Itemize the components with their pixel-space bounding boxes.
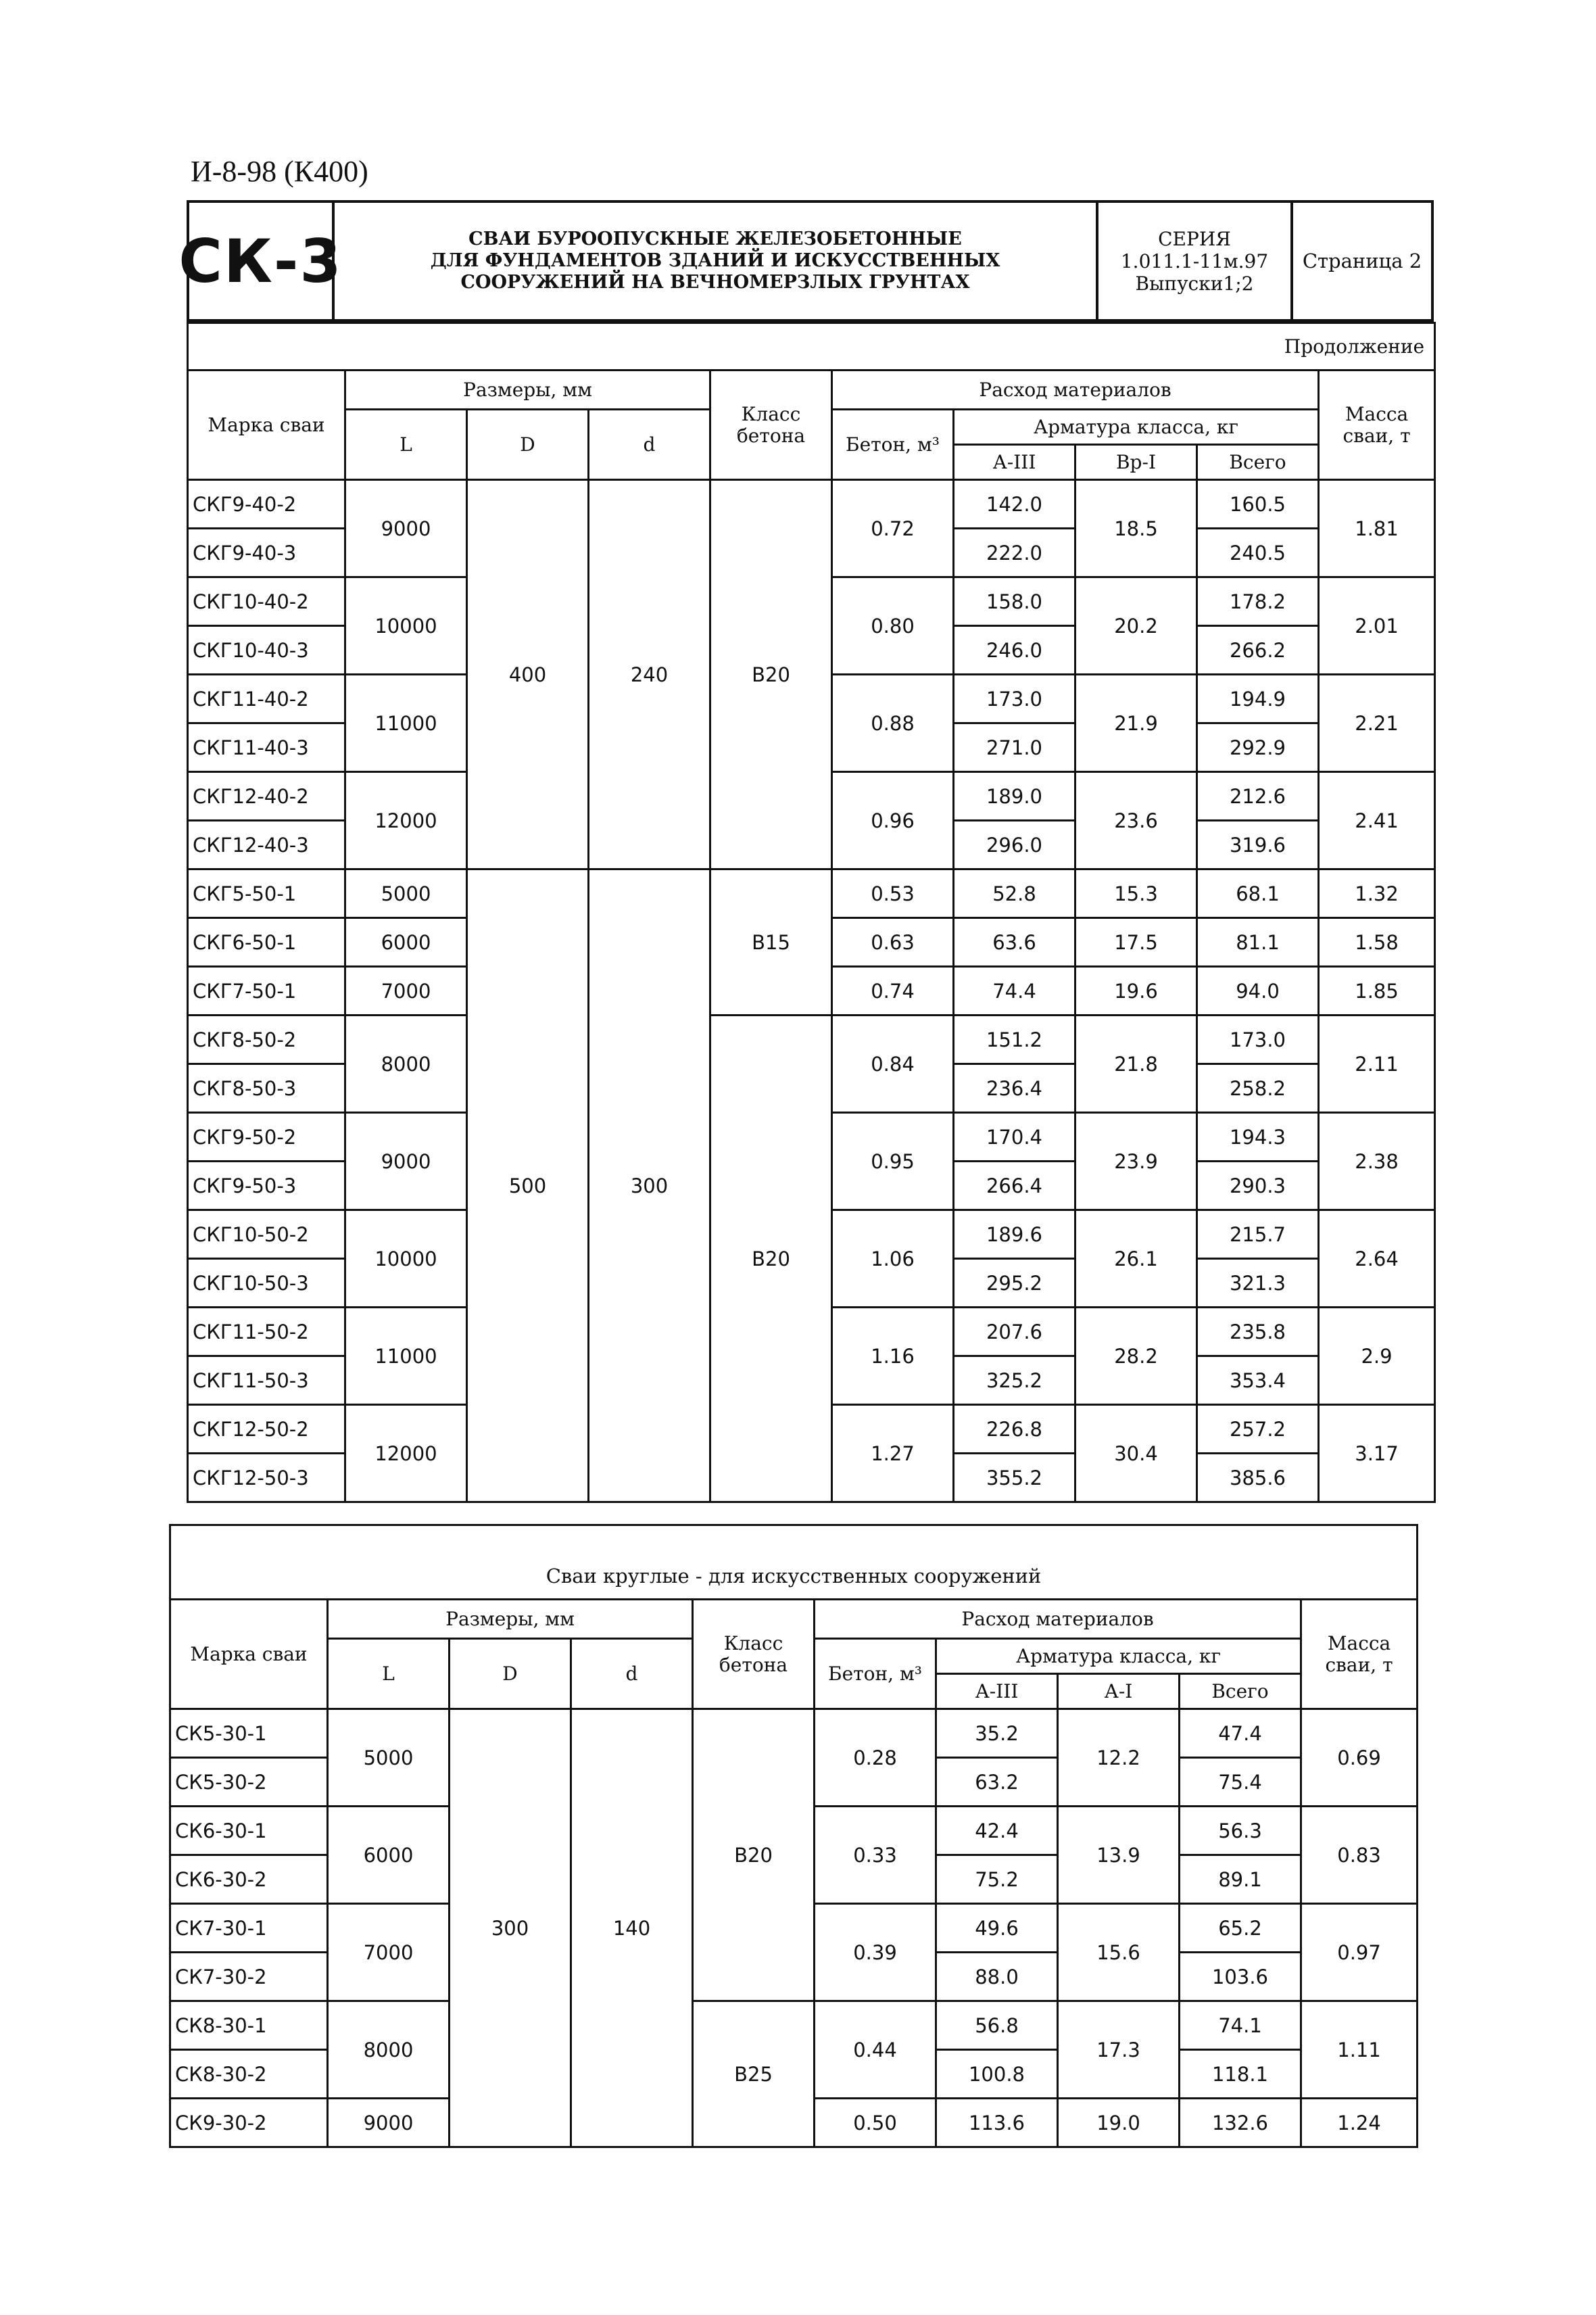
rebar-a3-cell: 151.2 bbox=[954, 1016, 1075, 1064]
table-row bbox=[170, 1709, 1418, 1758]
rebar-bp1-cell: 26.1 bbox=[1075, 1210, 1197, 1308]
length-cell: 9000 bbox=[328, 2099, 450, 2147]
concrete-volume-cell: 0.96 bbox=[832, 772, 954, 869]
pile-mark: СКГ12-50-2 bbox=[188, 1405, 345, 1454]
col-header-a1: А-I bbox=[1058, 1674, 1180, 1709]
rebar-bp1-cell: 17.5 bbox=[1075, 918, 1197, 967]
concrete-volume-cell: 0.39 bbox=[815, 1904, 936, 2001]
rebar-total-cell: 47.4 bbox=[1180, 1709, 1301, 1758]
rebar-total-cell: 321.3 bbox=[1197, 1259, 1319, 1308]
concrete-class-cell: B25 bbox=[693, 2001, 815, 2147]
rebar-total-cell: 56.3 bbox=[1180, 1807, 1301, 1855]
rebar-a3-cell: 35.2 bbox=[936, 1709, 1058, 1758]
length-cell: 11000 bbox=[345, 1308, 467, 1405]
rebar-a3-cell: 325.2 bbox=[954, 1356, 1075, 1405]
col-header-rebar: Арматура класса, кг bbox=[936, 1639, 1301, 1674]
col-header-materials: Расход материалов bbox=[832, 371, 1319, 410]
col-header-d: d bbox=[571, 1639, 693, 1709]
rebar-total-cell: 257.2 bbox=[1197, 1405, 1319, 1454]
pile-mass-cell: 2.01 bbox=[1319, 577, 1435, 675]
pile-mark: СКГ12-40-3 bbox=[188, 821, 345, 869]
col-header-total: Всего bbox=[1197, 445, 1319, 480]
table-row bbox=[188, 1016, 1435, 1064]
pile-mass-cell: 2.11 bbox=[1319, 1016, 1435, 1113]
col-header-L: L bbox=[345, 410, 467, 480]
concrete-volume-cell: 0.33 bbox=[815, 1807, 936, 1904]
rebar-a3-cell: 52.8 bbox=[954, 869, 1075, 918]
pile-mark: СКГ5-50-1 bbox=[188, 869, 345, 918]
rebar-a3-cell: 222.0 bbox=[954, 529, 1075, 577]
length-cell: 6000 bbox=[345, 918, 467, 967]
rebar-a3-cell: 189.0 bbox=[954, 772, 1075, 821]
rebar-total-cell: 75.4 bbox=[1180, 1758, 1301, 1807]
rebar-bp1-cell: 18.5 bbox=[1075, 480, 1197, 577]
pile-mark: СКГ6-50-1 bbox=[188, 918, 345, 967]
concrete-class-cell: B15 bbox=[710, 869, 832, 1016]
col-header-concrete: Бетон, м³ bbox=[815, 1639, 936, 1709]
pile-mark: СК9-30-2 bbox=[170, 2099, 328, 2147]
rebar-bp1-cell: 23.9 bbox=[1075, 1113, 1197, 1210]
pile-mass-cell: 2.41 bbox=[1319, 772, 1435, 869]
rebar-bp1-cell: 15.3 bbox=[1075, 869, 1197, 918]
rebar-a3-cell: 189.6 bbox=[954, 1210, 1075, 1259]
length-cell: 12000 bbox=[345, 772, 467, 869]
rebar-a3-cell: 74.4 bbox=[954, 967, 1075, 1016]
col-header-a3: А-III bbox=[954, 445, 1075, 480]
rebar-total-cell: 292.9 bbox=[1197, 723, 1319, 772]
pile-mark: СКГ12-50-3 bbox=[188, 1454, 345, 1502]
length-cell: 5000 bbox=[345, 869, 467, 918]
rebar-a3-cell: 158.0 bbox=[954, 577, 1075, 626]
pile-mark: СКГ10-40-3 bbox=[188, 626, 345, 675]
title-block bbox=[178, 200, 1434, 322]
pile-mark: СК5-30-2 bbox=[170, 1758, 328, 1807]
concrete-volume-cell: 0.63 bbox=[832, 918, 954, 967]
rebar-a3-cell: 49.6 bbox=[936, 1904, 1058, 1953]
concrete-volume-cell: 0.44 bbox=[815, 2001, 936, 2099]
rebar-a3-cell: 295.2 bbox=[954, 1259, 1075, 1308]
col-header-L: L bbox=[328, 1639, 450, 1709]
pile-mark: СКГ10-40-2 bbox=[188, 577, 345, 626]
pile-mark: СКГ8-50-2 bbox=[188, 1016, 345, 1064]
length-cell: 12000 bbox=[345, 1405, 467, 1502]
concrete-class-cell: B20 bbox=[710, 480, 832, 869]
rebar-a3-cell: 63.6 bbox=[954, 918, 1075, 967]
continuation-label: Продолжение bbox=[188, 323, 1435, 371]
col-header-mark: Марка сваи bbox=[188, 371, 345, 480]
col-header-concrete: Бетон, м³ bbox=[832, 410, 954, 480]
series-line: Выпуски1;2 bbox=[1135, 272, 1254, 295]
rebar-total-cell: 178.2 bbox=[1197, 577, 1319, 626]
rebar-bp1-cell: 19.6 bbox=[1075, 967, 1197, 1016]
length-cell: 8000 bbox=[345, 1016, 467, 1113]
pile-mark: СКГ9-50-3 bbox=[188, 1162, 345, 1210]
rebar-a3-cell: 226.8 bbox=[954, 1405, 1075, 1454]
rebar-a3-cell: 113.6 bbox=[936, 2099, 1058, 2147]
rebar-bp1-cell: 20.2 bbox=[1075, 577, 1197, 675]
table-row bbox=[188, 480, 1435, 529]
concrete-volume-cell: 1.06 bbox=[832, 1210, 954, 1308]
pile-mark: СКГ11-50-2 bbox=[188, 1308, 345, 1356]
rebar-total-cell: 65.2 bbox=[1180, 1904, 1301, 1953]
table-row bbox=[188, 869, 1435, 918]
pile-mark: СК6-30-1 bbox=[170, 1807, 328, 1855]
col-header-D: D bbox=[450, 1639, 571, 1709]
col-header-class: Класс бетона bbox=[710, 371, 832, 480]
col-header-sizes: Размеры, мм bbox=[345, 371, 710, 410]
outer-diameter-cell: 500 bbox=[467, 869, 589, 1502]
concrete-volume-cell: 0.74 bbox=[832, 967, 954, 1016]
col-header-mass: Масса сваи, т bbox=[1301, 1600, 1418, 1709]
pile-table-round bbox=[169, 1524, 1418, 2148]
title-line: СВАИ БУРООПУСКНЫЕ ЖЕЛЕЗОБЕТОННЫЕ bbox=[468, 229, 962, 249]
pile-mass-cell: 0.97 bbox=[1301, 1904, 1418, 2001]
pile-mark: СКГ11-50-3 bbox=[188, 1356, 345, 1405]
rebar-a3-cell: 88.0 bbox=[936, 1953, 1058, 2001]
pile-mass-cell: 0.83 bbox=[1301, 1807, 1418, 1904]
concrete-volume-cell: 0.88 bbox=[832, 675, 954, 772]
concrete-volume-cell: 0.80 bbox=[832, 577, 954, 675]
concrete-volume-cell: 0.72 bbox=[832, 480, 954, 577]
rebar-total-cell: 353.4 bbox=[1197, 1356, 1319, 1405]
length-cell: 10000 bbox=[345, 577, 467, 675]
rebar-total-cell: 118.1 bbox=[1180, 2050, 1301, 2099]
rebar-bp1-cell: 28.2 bbox=[1075, 1308, 1197, 1405]
rebar-total-cell: 290.3 bbox=[1197, 1162, 1319, 1210]
rebar-total-cell: 94.0 bbox=[1197, 967, 1319, 1016]
concrete-volume-cell: 0.53 bbox=[832, 869, 954, 918]
length-cell: 11000 bbox=[345, 675, 467, 772]
rebar-total-cell: 160.5 bbox=[1197, 480, 1319, 529]
rebar-a1-cell: 15.6 bbox=[1058, 1904, 1180, 2001]
col-header-D: D bbox=[467, 410, 589, 480]
pile-mass-cell: 2.64 bbox=[1319, 1210, 1435, 1308]
pile-mark: СК8-30-1 bbox=[170, 2001, 328, 2050]
series-info bbox=[1098, 203, 1293, 319]
rebar-total-cell: 235.8 bbox=[1197, 1308, 1319, 1356]
length-cell: 8000 bbox=[328, 2001, 450, 2099]
length-cell: 5000 bbox=[328, 1709, 450, 1807]
rebar-bp1-cell: 21.8 bbox=[1075, 1016, 1197, 1113]
length-cell: 6000 bbox=[328, 1807, 450, 1904]
concrete-volume-cell: 0.84 bbox=[832, 1016, 954, 1113]
pile-mass-cell: 1.85 bbox=[1319, 967, 1435, 1016]
col-header-total: Всего bbox=[1180, 1674, 1301, 1709]
pile-mark: СК7-30-1 bbox=[170, 1904, 328, 1953]
pile-mass-cell: 1.58 bbox=[1319, 918, 1435, 967]
length-cell: 9000 bbox=[345, 480, 467, 577]
rebar-total-cell: 258.2 bbox=[1197, 1064, 1319, 1113]
inner-diameter-cell: 240 bbox=[589, 480, 710, 869]
sheet-brand: СК-3 bbox=[189, 203, 335, 319]
rebar-total-cell: 385.6 bbox=[1197, 1454, 1319, 1502]
rebar-a3-cell: 271.0 bbox=[954, 723, 1075, 772]
rebar-a1-cell: 12.2 bbox=[1058, 1709, 1180, 1807]
pile-mass-cell: 0.69 bbox=[1301, 1709, 1418, 1807]
rebar-a3-cell: 266.4 bbox=[954, 1162, 1075, 1210]
rebar-total-cell: 68.1 bbox=[1197, 869, 1319, 918]
concrete-volume-cell: 1.27 bbox=[832, 1405, 954, 1502]
pile-mark: СКГ11-40-3 bbox=[188, 723, 345, 772]
outer-diameter-cell: 400 bbox=[467, 480, 589, 869]
series-line: 1.011.1-11м.97 bbox=[1120, 249, 1269, 272]
rebar-a3-cell: 100.8 bbox=[936, 2050, 1058, 2099]
pile-mass-cell: 1.24 bbox=[1301, 2099, 1418, 2147]
rebar-total-cell: 89.1 bbox=[1180, 1855, 1301, 1904]
round-piles-caption: Сваи круглые - для искусственных сооружений bbox=[170, 1525, 1418, 1600]
concrete-class-cell: B20 bbox=[693, 1709, 815, 2001]
concrete-volume-cell: 0.95 bbox=[832, 1113, 954, 1210]
rebar-a3-cell: 170.4 bbox=[954, 1113, 1075, 1162]
rebar-total-cell: 212.6 bbox=[1197, 772, 1319, 821]
col-header-sizes: Размеры, мм bbox=[328, 1600, 693, 1639]
col-header-class: Класс бетона bbox=[693, 1600, 815, 1709]
outer-diameter-cell: 300 bbox=[450, 1709, 571, 2147]
rebar-total-cell: 240.5 bbox=[1197, 529, 1319, 577]
title-line: ДЛЯ ФУНДАМЕНТОВ ЗДАНИЙ И ИСКУССТВЕННЫХ bbox=[430, 250, 1000, 271]
rebar-a3-cell: 236.4 bbox=[954, 1064, 1075, 1113]
pile-mark: СК7-30-2 bbox=[170, 1953, 328, 2001]
rebar-total-cell: 266.2 bbox=[1197, 626, 1319, 675]
col-header-mark: Марка сваи bbox=[170, 1600, 328, 1709]
concrete-volume-cell: 0.28 bbox=[815, 1709, 936, 1807]
pile-mass-cell: 2.9 bbox=[1319, 1308, 1435, 1405]
pile-mass-cell: 1.81 bbox=[1319, 480, 1435, 577]
rebar-total-cell: 103.6 bbox=[1180, 1953, 1301, 2001]
col-header-mass: Масса сваи, т bbox=[1319, 371, 1435, 480]
rebar-bp1-cell: 30.4 bbox=[1075, 1405, 1197, 1502]
pile-mark: СКГ12-40-2 bbox=[188, 772, 345, 821]
rebar-total-cell: 194.9 bbox=[1197, 675, 1319, 723]
concrete-volume-cell: 1.16 bbox=[832, 1308, 954, 1405]
rebar-a3-cell: 142.0 bbox=[954, 480, 1075, 529]
pile-table-square bbox=[187, 322, 1436, 1503]
rebar-total-cell: 215.7 bbox=[1197, 1210, 1319, 1259]
concrete-class-cell: B20 bbox=[710, 1016, 832, 1502]
pile-mark: СКГ9-40-2 bbox=[188, 480, 345, 529]
pile-mass-cell: 1.11 bbox=[1301, 2001, 1418, 2099]
pile-mark: СКГ11-40-2 bbox=[188, 675, 345, 723]
rebar-bp1-cell: 21.9 bbox=[1075, 675, 1197, 772]
series-line: СЕРИЯ bbox=[1158, 227, 1231, 250]
page-number: Страница 2 bbox=[1302, 249, 1422, 272]
pile-mark: СКГ10-50-3 bbox=[188, 1259, 345, 1308]
pile-mark: СКГ8-50-3 bbox=[188, 1064, 345, 1113]
rebar-total-cell: 173.0 bbox=[1197, 1016, 1319, 1064]
pile-mass-cell: 3.17 bbox=[1319, 1405, 1435, 1502]
pile-mass-cell: 1.32 bbox=[1319, 869, 1435, 918]
pile-mark: СКГ7-50-1 bbox=[188, 967, 345, 1016]
rebar-a3-cell: 75.2 bbox=[936, 1855, 1058, 1904]
col-header-bp1: Bp-I bbox=[1075, 445, 1197, 480]
length-cell: 7000 bbox=[345, 967, 467, 1016]
rebar-total-cell: 81.1 bbox=[1197, 918, 1319, 967]
inner-diameter-cell: 300 bbox=[589, 869, 710, 1502]
rebar-a3-cell: 207.6 bbox=[954, 1308, 1075, 1356]
rebar-a3-cell: 173.0 bbox=[954, 675, 1075, 723]
rebar-a3-cell: 42.4 bbox=[936, 1807, 1058, 1855]
rebar-total-cell: 74.1 bbox=[1180, 2001, 1301, 2050]
rebar-a3-cell: 63.2 bbox=[936, 1758, 1058, 1807]
rebar-a1-cell: 19.0 bbox=[1058, 2099, 1180, 2147]
rebar-a3-cell: 56.8 bbox=[936, 2001, 1058, 2050]
pile-mark: СК6-30-2 bbox=[170, 1855, 328, 1904]
rebar-a3-cell: 296.0 bbox=[954, 821, 1075, 869]
rebar-a1-cell: 17.3 bbox=[1058, 2001, 1180, 2099]
col-header-a3: А-III bbox=[936, 1674, 1058, 1709]
rebar-total-cell: 194.3 bbox=[1197, 1113, 1319, 1162]
document-code: И-8-98 (К400) bbox=[191, 155, 368, 188]
pile-mass-cell: 2.21 bbox=[1319, 675, 1435, 772]
rebar-total-cell: 319.6 bbox=[1197, 821, 1319, 869]
inner-diameter-cell: 140 bbox=[571, 1709, 693, 2147]
pile-mark: СК5-30-1 bbox=[170, 1709, 328, 1758]
length-cell: 9000 bbox=[345, 1113, 467, 1210]
title-line: СООРУЖЕНИЙ НА ВЕЧНОМЕРЗЛЫХ ГРУНТАХ bbox=[460, 272, 970, 293]
document-title bbox=[335, 203, 1098, 319]
rebar-bp1-cell: 23.6 bbox=[1075, 772, 1197, 869]
rebar-a3-cell: 246.0 bbox=[954, 626, 1075, 675]
pile-mark: СК8-30-2 bbox=[170, 2050, 328, 2099]
rebar-a1-cell: 13.9 bbox=[1058, 1807, 1180, 1904]
pile-mark: СКГ9-50-2 bbox=[188, 1113, 345, 1162]
length-cell: 10000 bbox=[345, 1210, 467, 1308]
concrete-volume-cell: 0.50 bbox=[815, 2099, 936, 2147]
length-cell: 7000 bbox=[328, 1904, 450, 2001]
pile-mark: СКГ9-40-3 bbox=[188, 529, 345, 577]
rebar-total-cell: 132.6 bbox=[1180, 2099, 1301, 2147]
table-row bbox=[170, 2001, 1418, 2050]
rebar-a3-cell: 355.2 bbox=[954, 1454, 1075, 1502]
pile-mark: СКГ10-50-2 bbox=[188, 1210, 345, 1259]
pile-mass-cell: 2.38 bbox=[1319, 1113, 1435, 1210]
col-header-d: d bbox=[589, 410, 710, 480]
col-header-materials: Расход материалов bbox=[815, 1600, 1301, 1639]
col-header-rebar: Арматура класса, кг bbox=[954, 410, 1319, 445]
